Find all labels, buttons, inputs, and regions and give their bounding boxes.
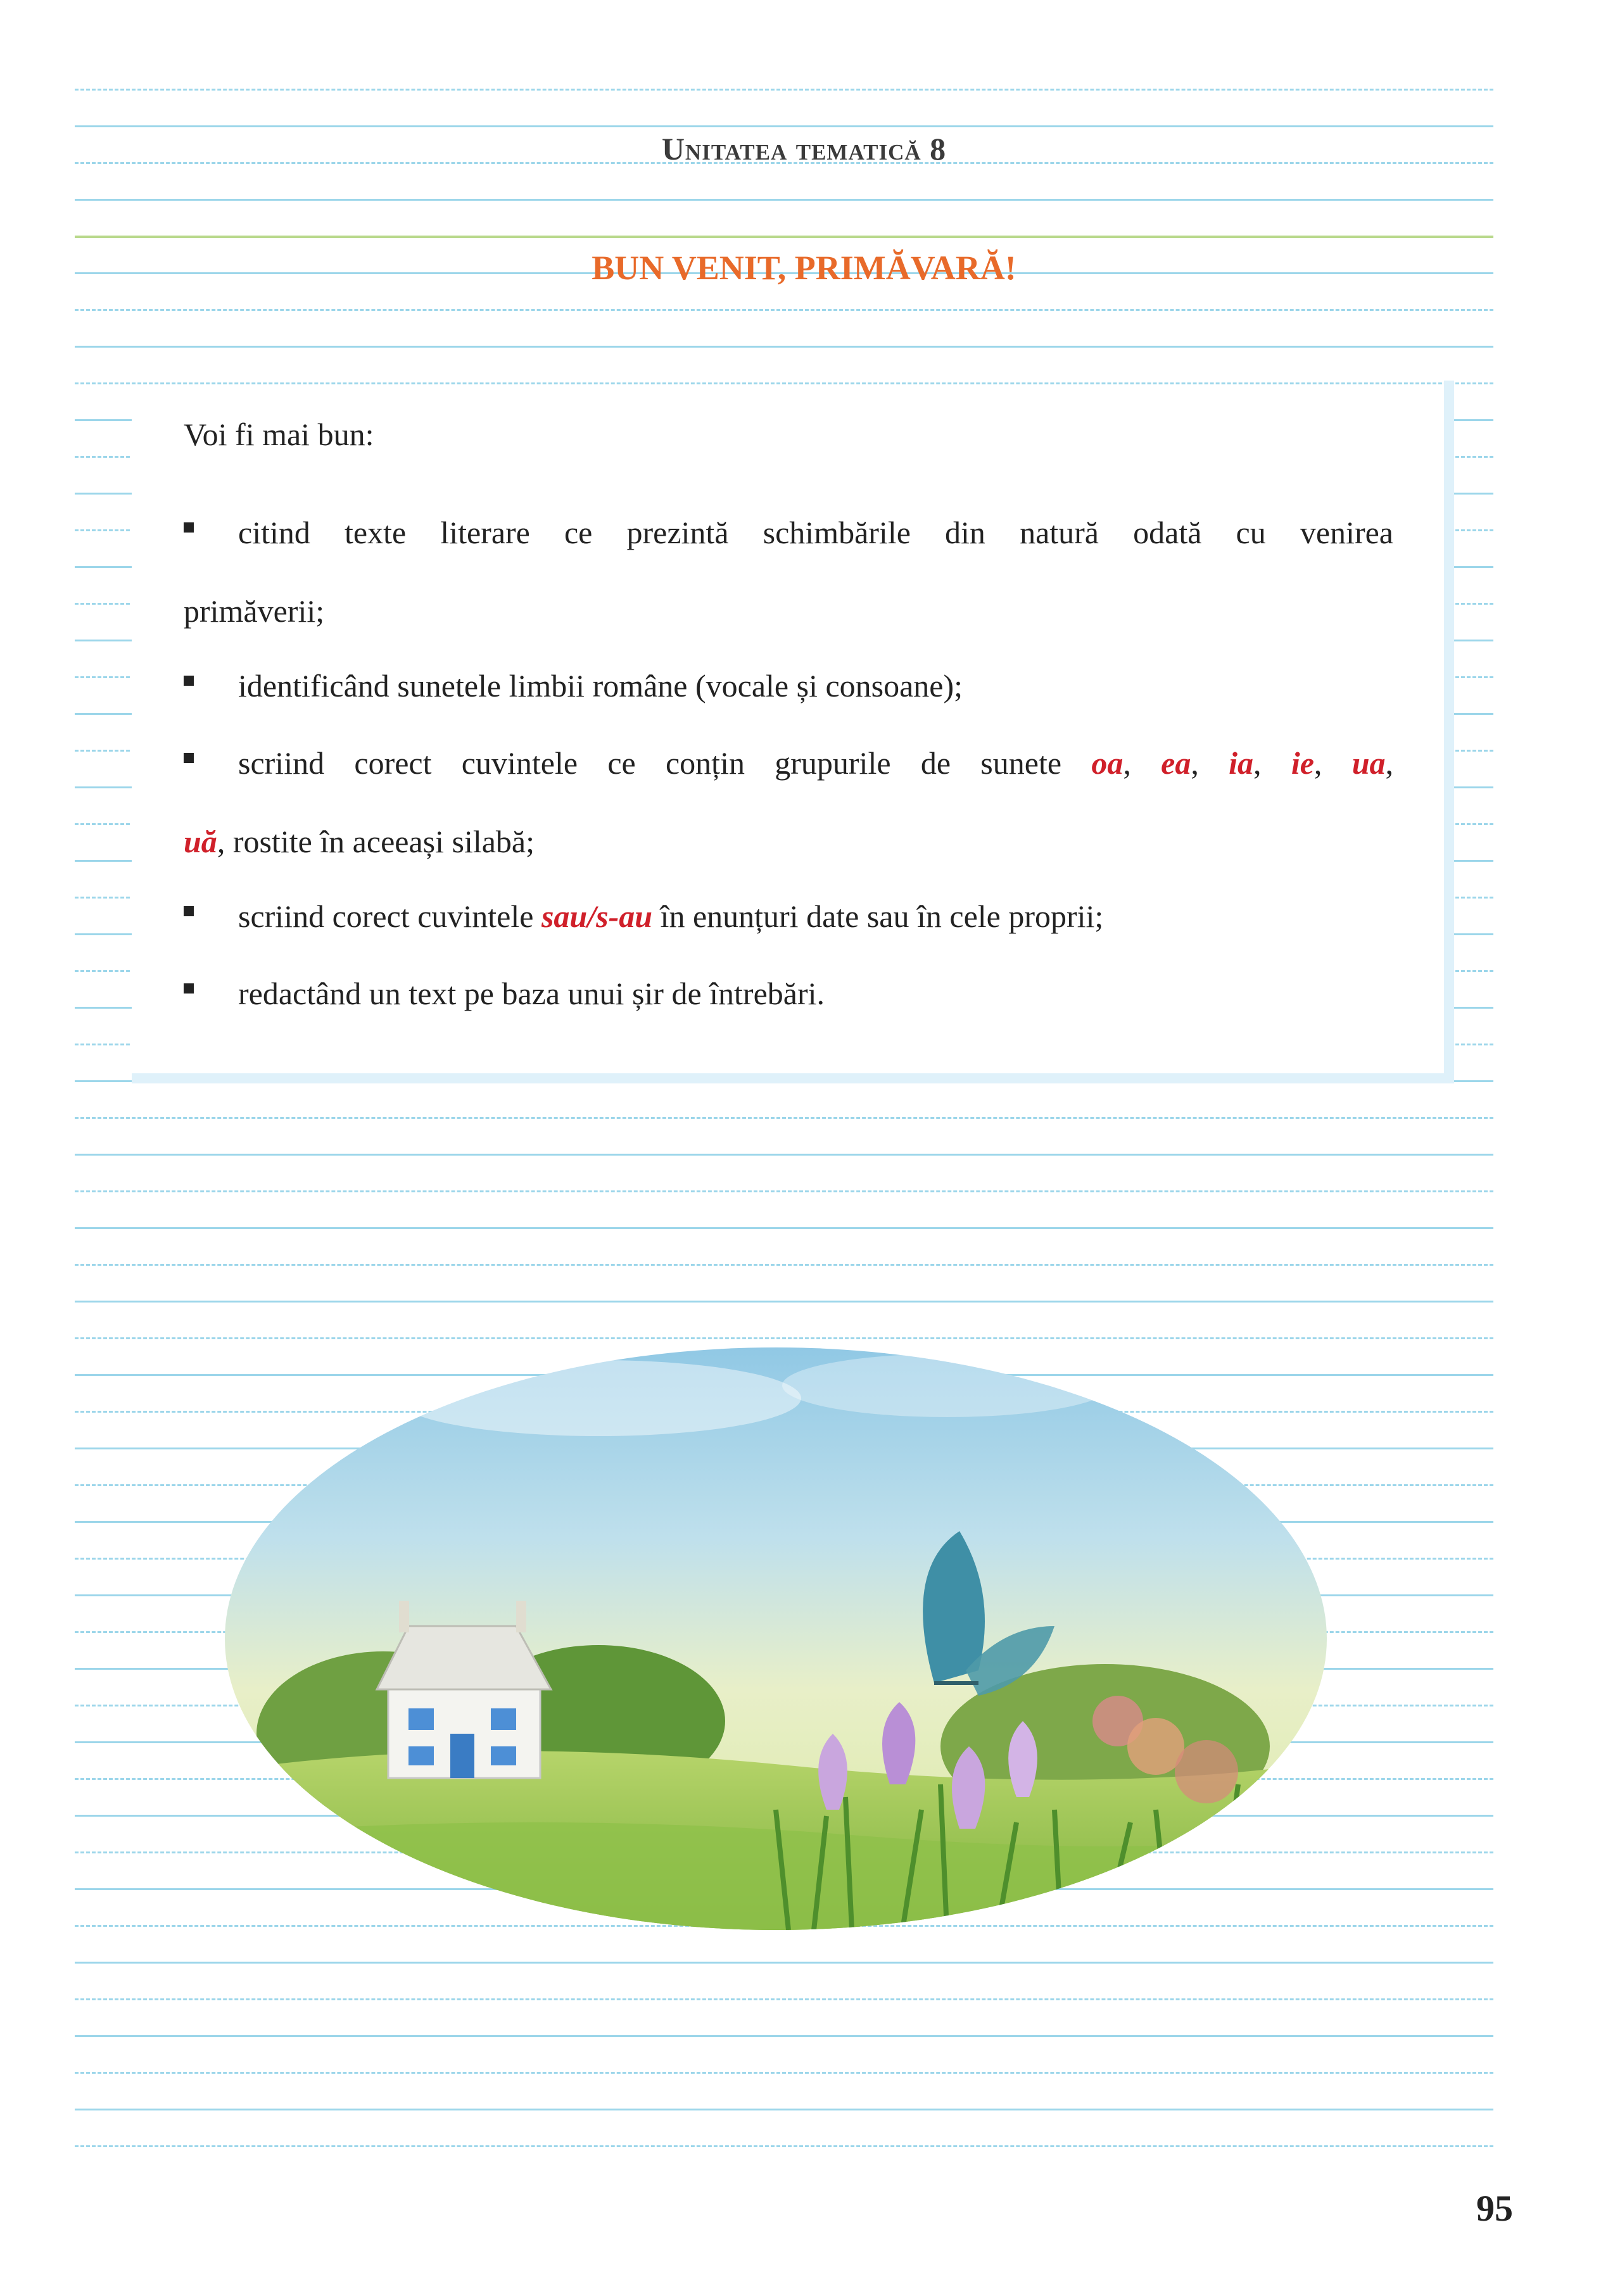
- highlight-word: sau/s-au: [541, 899, 653, 934]
- ruling-line: [75, 1117, 1493, 1119]
- ruling-line: [75, 236, 1493, 238]
- ruling-line: [75, 346, 1493, 348]
- unit-title: Unitatea tematică 8: [661, 131, 947, 167]
- ruling-line: [75, 309, 1493, 311]
- objective-text: citind texte literare ce prezintă schimbările din natură odată cu venirea: [238, 515, 1393, 550]
- sound-group: ia: [1229, 745, 1254, 781]
- ruling-line: [75, 2145, 1493, 2147]
- objective-text: scriind corect cuvintele: [238, 899, 541, 934]
- objective-item: [184, 647, 1393, 725]
- objective-item: [184, 954, 1393, 1033]
- ruling-line: [75, 1190, 1493, 1192]
- bullet-icon: [184, 676, 194, 686]
- objective-text: redactând un text pe baza unui șir de întrebări.: [238, 976, 825, 1011]
- objectives-box: [132, 384, 1454, 1083]
- sound-group: ea: [1161, 745, 1191, 781]
- page-number: 95: [1476, 2188, 1513, 2229]
- cottage: [377, 1601, 551, 1778]
- ruling-line: [75, 1998, 1493, 2000]
- page-title: BUN VENIT, PRIMĂVARĂ!: [592, 249, 1016, 287]
- sound-group: uă: [184, 824, 217, 859]
- ruling-line: [75, 125, 1493, 127]
- sound-group: ua: [1352, 745, 1386, 781]
- ruling-line: [75, 1154, 1493, 1156]
- objectives-intro: Voi fi mai bun:: [184, 417, 374, 452]
- bullet-icon: [184, 522, 194, 533]
- spring-landscape-illustration: [218, 1328, 1346, 1930]
- ruling-line: [75, 1227, 1493, 1229]
- ruling-line: [75, 2035, 1493, 2037]
- ruling-line: [75, 1962, 1493, 1964]
- bullet-icon: [184, 753, 194, 763]
- sound-group: ie: [1291, 745, 1314, 781]
- objective-text-continued: primăverii;: [184, 593, 325, 629]
- ruling-line: [75, 1264, 1493, 1266]
- ruling-line: [75, 199, 1493, 201]
- ruling-line: [75, 89, 1493, 91]
- ruling-line: [75, 1301, 1493, 1303]
- objective-text: identificând sunetele limbii române (vocale și consoane);: [238, 668, 963, 703]
- cloud: [396, 1360, 801, 1436]
- ruling-line: [75, 2072, 1493, 2074]
- objective-item: scriind corect cuvintele sau/s-au în enunțuri date sau în cele proprii;: [184, 877, 1393, 956]
- objective-text: scriind corect cuvintele ce conțin grupurile de sunete: [238, 745, 1092, 781]
- ruling-line: [75, 2109, 1493, 2110]
- objective-text-continued: , rostite în aceeași silabă;: [217, 824, 535, 859]
- bullet-icon: [184, 906, 194, 916]
- objective-item: scriind corect cuvintele ce conțin grupurile de sunete oa, ea, ia, ie, ua, uă, rostite în aceeași silabă;: [184, 745, 1394, 859]
- sound-group: oa: [1091, 745, 1124, 781]
- objective-item: [184, 493, 1393, 650]
- bullet-icon: [184, 983, 194, 993]
- cloud: [782, 1354, 1111, 1417]
